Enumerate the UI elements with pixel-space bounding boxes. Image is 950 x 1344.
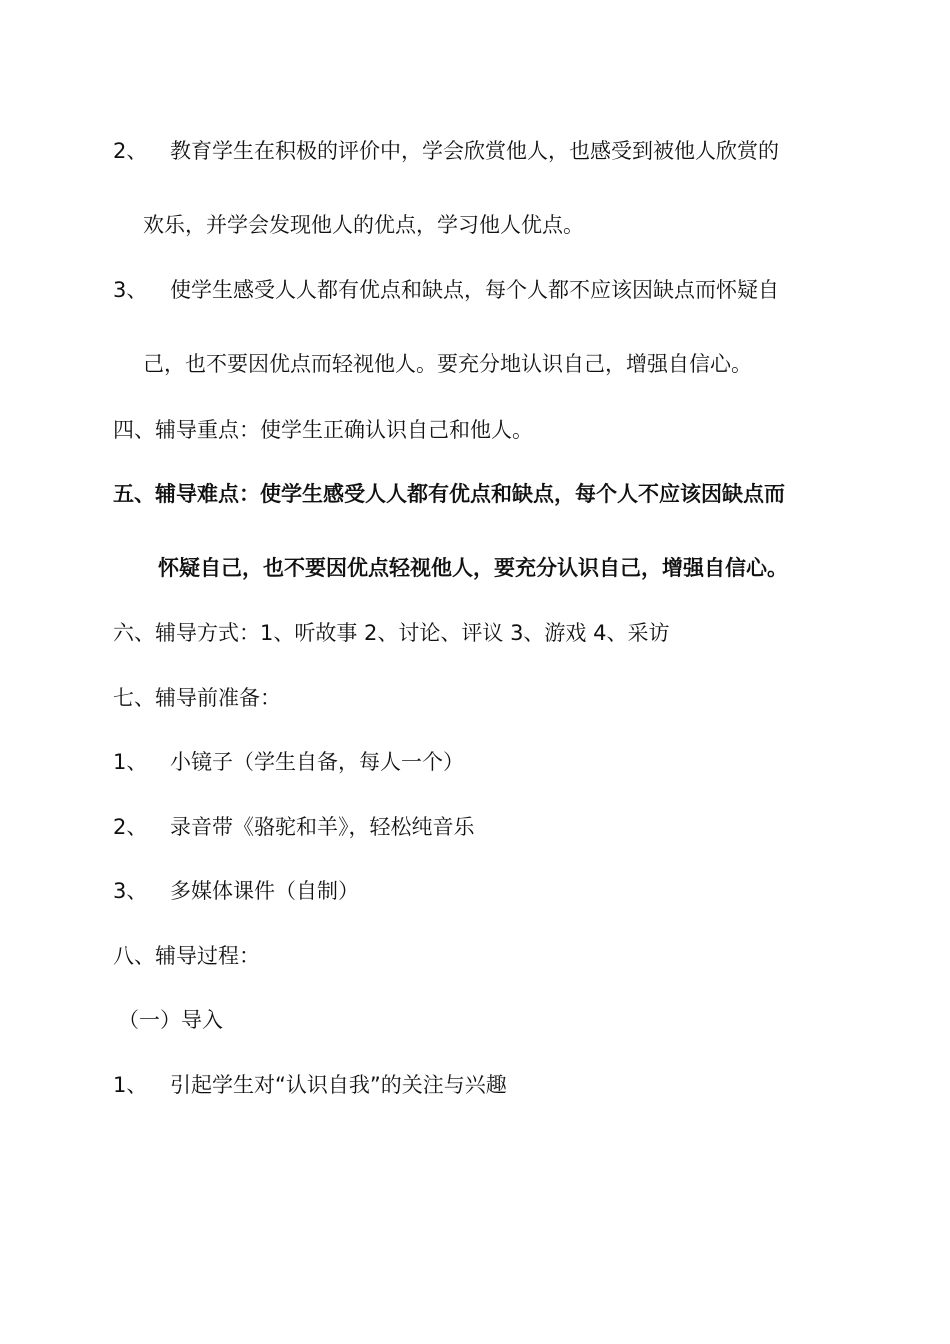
list-number: 3、 <box>113 278 148 302</box>
list-item-prep-3 <box>113 876 359 906</box>
list-item-prep-2 <box>113 812 475 842</box>
list-text: 小镜子（学生自备，每人一个） <box>170 750 464 774</box>
list-number: 1、 <box>113 1073 148 1097</box>
list-item-prep-1 <box>113 747 464 777</box>
section-text: 六、辅导方式：1、听故事 2、讨论、评议 3、游戏 4、采访 <box>113 621 670 645</box>
list-item-3 <box>113 275 779 305</box>
list-number: 2、 <box>113 139 148 163</box>
list-text: 使学生感受人人都有优点和缺点，每个人都不应该因缺点而怀疑自 <box>170 278 779 302</box>
list-text: 多媒体课件（自制） <box>170 879 359 903</box>
subsection-heading-intro <box>118 1005 223 1035</box>
list-text: 己，也不要因优点而轻视他人。要充分地认识自己，增强自信心。 <box>143 352 752 376</box>
section-text: 五、辅导难点：使学生感受人人都有优点和缺点，每个人不应该因缺点而 <box>113 482 785 506</box>
section-heading-key-points <box>113 415 533 445</box>
section-text: 七、辅导前准备： <box>113 686 281 710</box>
list-number: 1、 <box>113 750 148 774</box>
list-text: 引起学生对“认识自我”的关注与兴趣 <box>170 1073 507 1097</box>
section-text: 怀疑自己，也不要因优点轻视他人，要充分认识自己，增强自信心。 <box>158 556 788 580</box>
section-heading-difficulties <box>113 479 785 509</box>
list-text: 欢乐，并学会发现他人的优点，学习他人优点。 <box>143 213 584 237</box>
list-item-3-continuation <box>143 349 752 379</box>
list-item-2-continuation <box>143 210 584 240</box>
section-heading-methods <box>113 618 669 648</box>
section-heading-preparation <box>113 683 281 713</box>
list-item-intro-1 <box>113 1070 507 1100</box>
list-number: 3、 <box>113 879 148 903</box>
list-text: 录音带《骆驼和羊》，轻松纯音乐 <box>170 815 475 839</box>
list-text: 教育学生在积极的评价中，学会欣赏他人，也感受到被他人欣赏的 <box>170 139 779 163</box>
list-number: 2、 <box>113 815 148 839</box>
section-text: 八、辅导过程： <box>113 944 260 968</box>
section-text: 四、辅导重点：使学生正确认识自己和他人。 <box>113 418 533 442</box>
section-heading-process <box>113 941 260 971</box>
list-item-2 <box>113 136 779 166</box>
section-text: （一）导入 <box>118 1008 223 1032</box>
section-difficulties-continuation <box>158 553 788 583</box>
